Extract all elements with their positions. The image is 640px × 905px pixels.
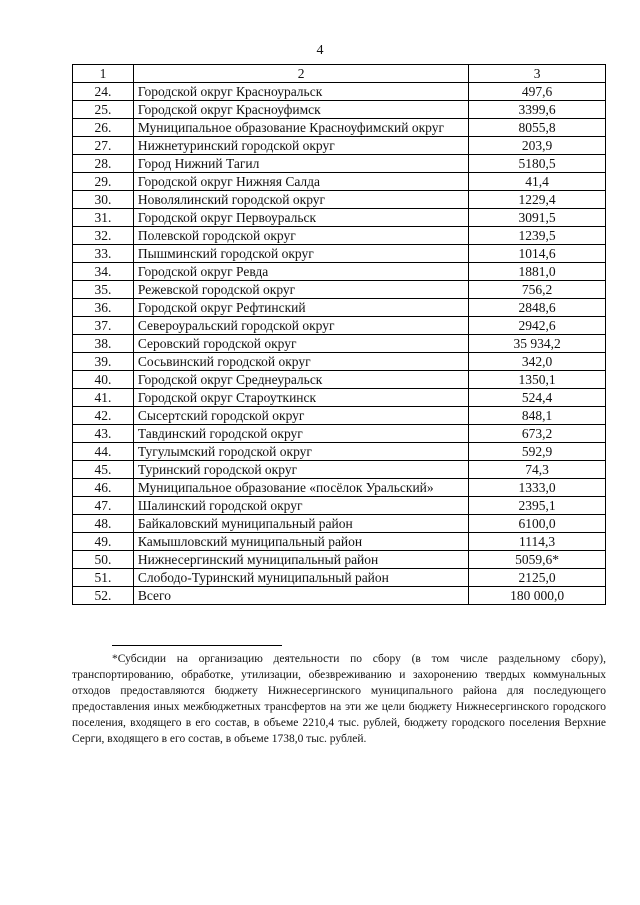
table-row xyxy=(73,389,606,407)
table-row xyxy=(73,209,606,227)
row-name: Городской округ Рефтинский xyxy=(133,299,468,317)
row-value: 74,3 xyxy=(469,461,606,479)
row-value: 524,4 xyxy=(469,389,606,407)
row-number: 31. xyxy=(73,209,134,227)
table-row xyxy=(73,407,606,425)
row-value: 1881,0 xyxy=(469,263,606,281)
row-number: 46. xyxy=(73,479,134,497)
row-value: 2942,6 xyxy=(469,317,606,335)
row-value: 5059,6* xyxy=(469,551,606,569)
row-value: 203,9 xyxy=(469,137,606,155)
row-name: Североуральский городской округ xyxy=(133,317,468,335)
row-number: 30. xyxy=(73,191,134,209)
table-row xyxy=(73,299,606,317)
table-row xyxy=(73,317,606,335)
row-name: Сосьвинский городской округ xyxy=(133,353,468,371)
table-row xyxy=(73,461,606,479)
row-value: 497,6 xyxy=(469,83,606,101)
row-name: Городской округ Красноуфимск xyxy=(133,101,468,119)
table-row xyxy=(73,245,606,263)
column-header-number: 1 xyxy=(73,65,134,83)
row-value: 756,2 xyxy=(469,281,606,299)
table-row xyxy=(73,425,606,443)
row-number: 41. xyxy=(73,389,134,407)
row-value: 3399,6 xyxy=(469,101,606,119)
row-number: 45. xyxy=(73,461,134,479)
table-row xyxy=(73,191,606,209)
row-value: 5180,5 xyxy=(469,155,606,173)
row-name: Туринский городской округ xyxy=(133,461,468,479)
row-number: 51. xyxy=(73,569,134,587)
row-name: Новолялинский городской округ xyxy=(133,191,468,209)
row-number: 39. xyxy=(73,353,134,371)
table-row xyxy=(73,353,606,371)
row-value: 1014,6 xyxy=(469,245,606,263)
row-name: Нижнесергинский муниципальный район xyxy=(133,551,468,569)
table-row xyxy=(73,479,606,497)
row-value: 2395,1 xyxy=(469,497,606,515)
row-number: 47. xyxy=(73,497,134,515)
row-value: 41,4 xyxy=(469,173,606,191)
row-number: 32. xyxy=(73,227,134,245)
row-value: 2848,6 xyxy=(469,299,606,317)
row-name: Городской округ Нижняя Салда xyxy=(133,173,468,191)
row-name: Полевской городской округ xyxy=(133,227,468,245)
row-number: 37. xyxy=(73,317,134,335)
column-header-value: 3 xyxy=(469,65,606,83)
row-number: 38. xyxy=(73,335,134,353)
table-row xyxy=(73,119,606,137)
row-value: 8055,8 xyxy=(469,119,606,137)
row-number: 29. xyxy=(73,173,134,191)
row-number: 50. xyxy=(73,551,134,569)
row-name: Пышминский городской округ xyxy=(133,245,468,263)
table-row xyxy=(73,83,606,101)
row-number: 36. xyxy=(73,299,134,317)
table-row xyxy=(73,569,606,587)
table-row xyxy=(73,137,606,155)
row-value: 1239,5 xyxy=(469,227,606,245)
column-header-name: 2 xyxy=(133,65,468,83)
row-name: Байкаловский муниципальный район xyxy=(133,515,468,533)
row-value: 1333,0 xyxy=(469,479,606,497)
table-row xyxy=(73,335,606,353)
subsidy-table xyxy=(72,64,606,605)
row-name: Городской округ Красноуральск xyxy=(133,83,468,101)
row-name: Всего xyxy=(133,587,468,605)
row-name: Слободо-Туринский муниципальный район xyxy=(133,569,468,587)
table-row xyxy=(73,533,606,551)
table-row xyxy=(73,515,606,533)
row-name: Городской округ Ревда xyxy=(133,263,468,281)
row-name: Нижнетуринский городской округ xyxy=(133,137,468,155)
row-value: 342,0 xyxy=(469,353,606,371)
row-value: 1229,4 xyxy=(469,191,606,209)
row-value: 180 000,0 xyxy=(469,587,606,605)
row-name: Городской округ Первоуральск xyxy=(133,209,468,227)
row-number: 48. xyxy=(73,515,134,533)
table-row xyxy=(73,443,606,461)
row-value: 1114,3 xyxy=(469,533,606,551)
row-name: Тугулымский городской округ xyxy=(133,443,468,461)
row-value: 673,2 xyxy=(469,425,606,443)
row-name: Муниципальное образование Красноуфимский округ xyxy=(133,119,468,137)
row-value: 592,9 xyxy=(469,443,606,461)
table-row xyxy=(73,371,606,389)
row-number: 35. xyxy=(73,281,134,299)
row-name: Городской округ Среднеуральск xyxy=(133,371,468,389)
row-name: Тавдинский городской округ xyxy=(133,425,468,443)
table-header-row xyxy=(73,65,606,83)
row-number: 34. xyxy=(73,263,134,281)
table-row xyxy=(73,173,606,191)
table-row xyxy=(73,551,606,569)
table-row xyxy=(73,155,606,173)
row-name: Серовский городской округ xyxy=(133,335,468,353)
row-number: 26. xyxy=(73,119,134,137)
footnote-text: *Субсидии на организацию деятельности по сбору (в том числе раздельному сбору), транспортированию, обработке, утилизации, обезвреживанию и захоронению твердых коммунальных отходов предоставляются бюджету Нижнесергинского муниципального района для последующего предоставления иных межбюджетных трансфертов на эти же цели бюджету Нижнесергинского городского поселения, входящего в его состав, в объеме 2210,4 тыс. рублей, бюджету городского поселения Верхние Серги, входящего в его состав, в объеме 1738,0 тыс. рублей. xyxy=(72,653,606,745)
row-value: 2125,0 xyxy=(469,569,606,587)
row-value: 3091,5 xyxy=(469,209,606,227)
row-number: 49. xyxy=(73,533,134,551)
row-name: Камышловский муниципальный район xyxy=(133,533,468,551)
row-name: Городской округ Староуткинск xyxy=(133,389,468,407)
row-number: 52. xyxy=(73,587,134,605)
row-name: Муниципальное образование «посёлок Уральский» xyxy=(133,479,468,497)
table-row xyxy=(73,263,606,281)
footnote-divider xyxy=(112,645,282,646)
table-row xyxy=(73,587,606,605)
row-name: Режевской городской округ xyxy=(133,281,468,299)
row-number: 28. xyxy=(73,155,134,173)
row-number: 33. xyxy=(73,245,134,263)
row-number: 44. xyxy=(73,443,134,461)
row-value: 6100,0 xyxy=(469,515,606,533)
row-value: 1350,1 xyxy=(469,371,606,389)
row-number: 25. xyxy=(73,101,134,119)
table-row xyxy=(73,281,606,299)
row-name: Сысертский городской округ xyxy=(133,407,468,425)
row-number: 43. xyxy=(73,425,134,443)
row-number: 24. xyxy=(73,83,134,101)
table-row xyxy=(73,101,606,119)
row-number: 27. xyxy=(73,137,134,155)
row-value: 35 934,2 xyxy=(469,335,606,353)
row-value: 848,1 xyxy=(469,407,606,425)
page-number: 4 xyxy=(316,43,324,58)
row-number: 42. xyxy=(73,407,134,425)
table-row xyxy=(73,497,606,515)
row-number: 40. xyxy=(73,371,134,389)
table-row xyxy=(73,227,606,245)
row-name: Город Нижний Тагил xyxy=(133,155,468,173)
row-name: Шалинский городской округ xyxy=(133,497,468,515)
